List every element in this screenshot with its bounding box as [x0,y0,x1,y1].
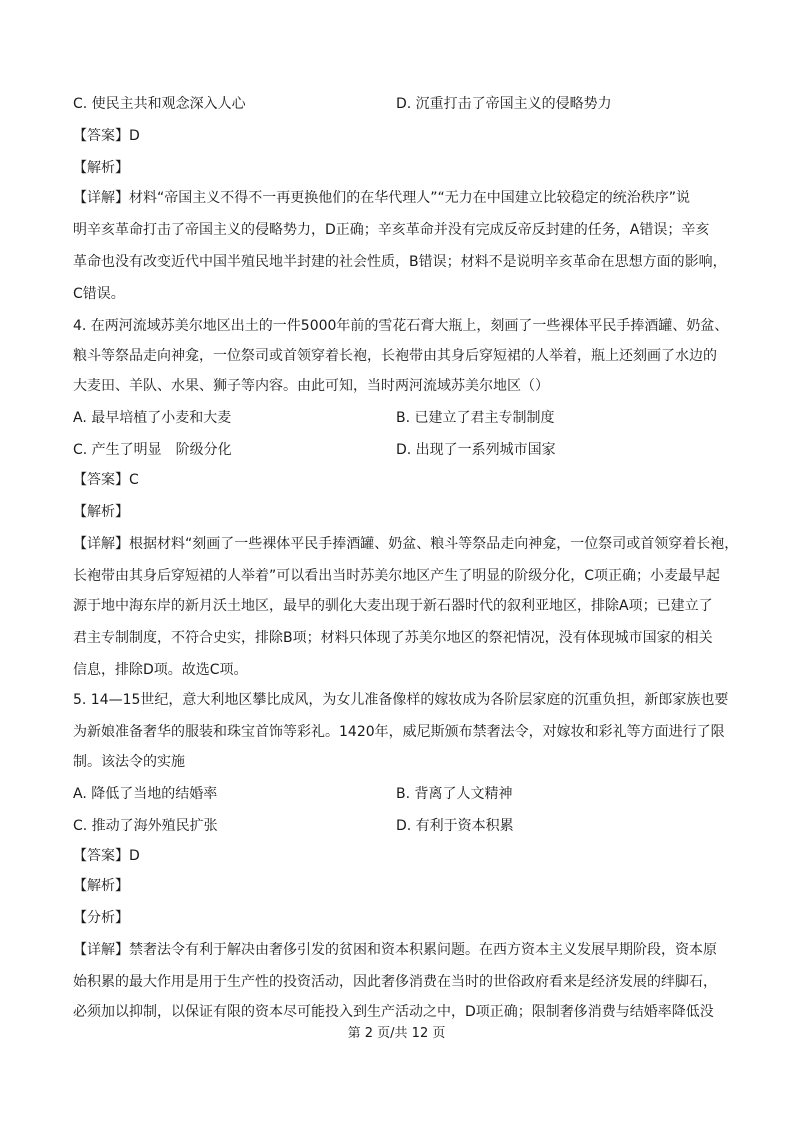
q4-stem-line: 粮斗等祭品走向神龛，一位祭司或首领穿着长袍，长袍带由其身后穿短裙的人举着，瓶上还刻画了水边的 [73,348,717,364]
q5-option-a: A. 降低了当地的结婚率 [73,786,218,802]
q4-detail-line: 长袍带由其身后穿短裙的人举着”可以看出当时苏美尔地区产生了明显的阶级分化，C项正确；小麦最早起 [73,568,721,584]
q4-detail-line: 【详解】根据材料“刻画了一些裸体平民手捧酒罐、奶盆、粮斗等祭品走向神龛，一位祭司或首领穿着长袍， [73,536,739,552]
q4-detail-line: 信息，排除D项。故选C项。 [73,662,248,678]
q5-analysis-label: 【解析】 [73,878,129,894]
q5-option-c: C. 推动了海外殖民扩张 [73,818,218,834]
q5-stem-line: 制。该法令的实施 [73,754,185,770]
q3-detail-line: 明辛亥革命打击了帝国主义的侵略势力，D正确；辛亥革命并没有完成反帝反封建的任务，A错误；辛亥 [73,222,710,238]
q5-detail-line: 始积累的最大作用是用于生产性的投资活动，因此奢侈消费在当时的世俗政府看来是经济发展的绊脚石， [73,974,717,990]
q3-analysis-label: 【解析】 [73,160,129,176]
q4-answer: 【答案】C [73,472,139,488]
q5-detail-line: 【详解】禁奢法令有利于解决由奢侈引发的贫困和资本积累问题。在西方资本主义发展早期阶段，资本原 [73,942,717,958]
q4-stem-line: 大麦田、羊队、水果、狮子等内容。由此可知，当时两河流域苏美尔地区（） [73,378,549,394]
q3-detail-line: C错误。 [73,286,125,302]
q3-detail-line: 【详解】材料“帝国主义不得不一再更换他们的在华代理人”“无力在中国建立比较稳定的统治秩序”说 [73,190,691,206]
q4-stem-line: 4. 在两河流域苏美尔地区出土的一件5000年前的雪花石膏大瓶上，刻画了一些裸体平民手捧酒罐、奶盆、 [73,318,729,334]
q4-option-b: B. 已建立了君主专制制度 [396,410,555,426]
q5-detail-line: 必须加以抑制，以保证有限的资本尽可能投入到生产活动之中，D项正确；限制奢侈消费与结婚率降低没 [73,1004,714,1020]
page-footer: 第 2 页/共 12 页 [347,1026,446,1041]
q5-option-b: B. 背离了人文精神 [396,786,513,802]
q4-option-a: A. 最早培植了小麦和大麦 [73,410,232,426]
q3-option-c: C. 使民主共和观念深入人心 [73,96,246,112]
q5-answer: 【答案】D [73,848,140,864]
q4-detail-line: 君主专制制度，不符合史实，排除B项；材料只体现了苏美尔地区的祭祀情况，没有体现城市国家的相关 [73,630,713,646]
q3-option-d: D. 沉重打击了帝国主义的侵略势力 [396,96,612,112]
q5-stem-line: 为新娘准备奢华的服装和珠宝首饰等彩礼。1420年，威尼斯颁布禁奢法令，对嫁妆和彩礼等方面进行了限 [73,724,725,740]
q3-detail-line: 革命也没有改变近代中国半殖民地半封建的社会性质，B错误；材料不是说明辛亥革命在思想方面的影响， [73,254,727,270]
q4-option-c: C. 产生了明显 阶级分化 [73,442,232,458]
q4-analysis-label: 【解析】 [73,504,129,520]
q4-option-d: D. 出现了一系列城市国家 [396,442,556,458]
q5-analysis-sub: 【分析】 [73,910,129,926]
q3-answer: 【答案】D [73,128,140,144]
q4-detail-line: 源于地中海东岸的新月沃土地区，最早的驯化大麦出现于新石器时代的叙利亚地区，排除A项；已建立了 [73,598,713,614]
q5-option-d: D. 有利于资本积累 [396,818,514,834]
q5-stem-line: 5. 14—15世纪，意大利地区攀比成风，为女儿准备像样的嫁妆成为各阶层家庭的沉重负担，新郎家族也要 [73,692,729,708]
